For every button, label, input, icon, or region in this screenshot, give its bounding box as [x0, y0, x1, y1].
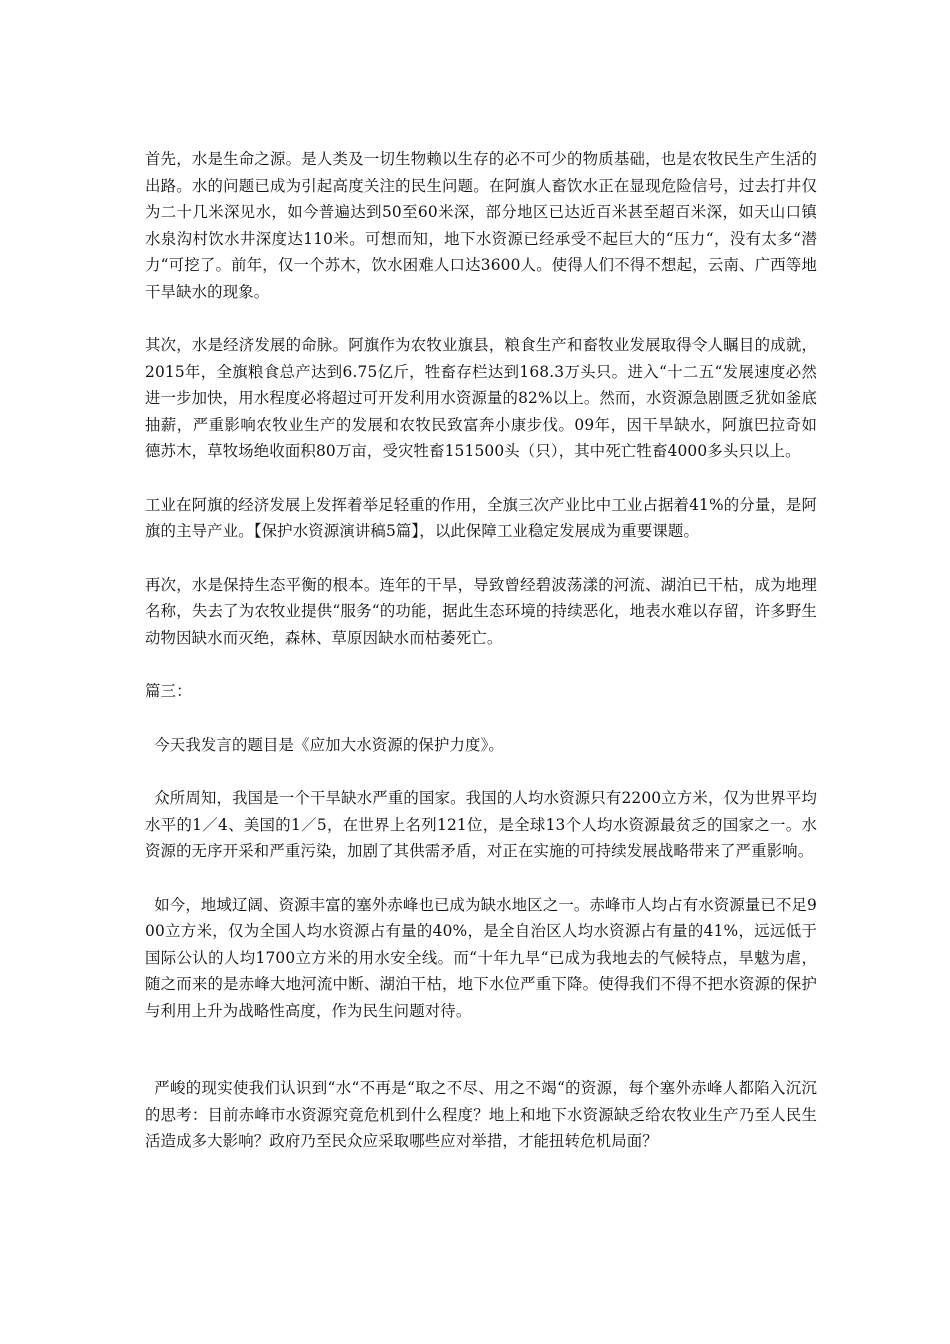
paragraph-chifeng-scarcity: 如今，地域辽阔、资源丰富的塞外赤峰也已成为缺水地区之一。赤峰市人均占有水资源量已不足900立方米，仅为全国人均水资源占有量的40%，是全自治区人均水资源占有量的41%，远远低于国际公认的人均1700立方米的用水安全线。而“十年九旱“已成为我地去的气候特点，旱魃为虐，随之而来的是赤峰大地河流中断、湖泊干枯，地下水位严重下降。使得我们不得不把水资源的保护与利用上升为战略性高度，作为民生问题对待。 [145, 895, 817, 1020]
paragraph-severe-reality: 严峻的现实使我们认识到“水“不再是“取之不尽、用之不竭“的资源，每个塞外赤峰人都陷入沉沉的思考：目前赤峰市水资源究竟危机到什么程度？地上和地下水资源缺乏给农牧业生产乃至人民生活造成多大影响？政府乃至民众应采取哪些应对举措，才能扭转危机局面？ [145, 1079, 817, 1150]
paragraph-speech-title: 今天我发言的题目是《应加大水资源的保护力度》。 [154, 735, 504, 754]
paragraph-industry: 工业在阿旗的经济发展上发挥着举足轻重的作用，全旗三次产业比中工业占据着41%的分量，是阿旗的主导产业。【保护水资源演讲稿5篇】，以此保障工业稳定发展成为重要课题。 [145, 495, 817, 540]
paragraph-ecological-balance: 再次，水是保持生态平衡的根本。连年的干旱，导致曾经碧波荡漾的河流、湖泊已干枯，成为地理名称，失去了为农牧业提供“服务“的功能，据此生态环境的持续恶化，地表水难以存留，许多野生动物因缺水而灭绝，森林、草原因缺水而枯萎死亡。 [145, 575, 817, 647]
section-heading: 篇三： [145, 682, 192, 700]
paragraph-national-scarcity: 众所周知，我国是一个干旱缺水严重的国家。我国的人均水资源只有2200立方米，仅为世界平均水平的1／4、美国的1／5，在世界上名列121位，是全球13个人均水资源最贫乏的国家之一。水资源的无序开采和严重污染，加剧了其供需矛盾，对正在实施的可持续发展战略带来了严重影响。 [145, 789, 817, 860]
document-body [145, 146, 817, 1182]
paragraph-economic-lifeline: 其次，水是经济发展的命脉。阿旗作为农牧业旗县，粮食生产和畜牧业发展取得令人瞩目的成就，2015年，全旗粮食总产达到6.75亿斤，牲畜存栏达到168.3万头只。进入“十二五“发展速度必然进一步加快，用水程度必将超过可开发利用水资源量的82%以上。然而，水资源急剧匮乏犹如釜底抽薪，严重影响农牧业生产的发展和农牧民致富奔小康步伐。09年，因干旱缺水，阿旗巴拉奇如德苏木，草牧场绝收面积80万亩，受灾牲畜151500头（只），其中死亡牲畜4000多头只以上。 [145, 336, 817, 460]
paragraph-water-source-of-life: 首先，水是生命之源。是人类及一切生物赖以生存的必不可少的物质基础，也是农牧民生产生活的出路。水的问题已成为引起高度关注的民生问题。在阿旗人畜饮水正在显现危险信号，过去打井仅为二十几米深见水，如今普遍达到50至60米深，部分地区已达近百米甚至超百米深，如天山口镇水泉沟村饮水井深度达110米。可想而知，地下水资源已经承受不起巨大的“压力“，没有太多“潜力“可挖了。前年，仅一个苏木，饮水困难人口达3600人。使得人们不得不想起，云南、广西等地干旱缺水的现象。 [145, 150, 817, 301]
